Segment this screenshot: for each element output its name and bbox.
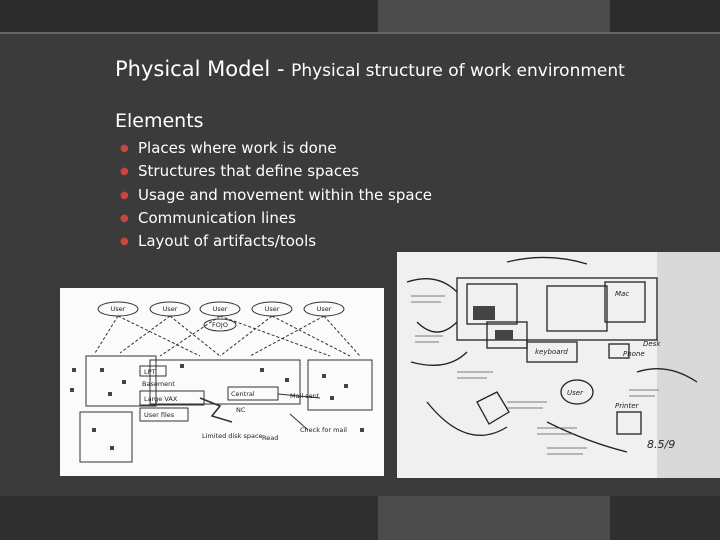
- list-item: [120, 184, 432, 207]
- user-files-label: User files: [144, 411, 175, 419]
- elements-heading: Elements: [115, 110, 204, 132]
- user-label: User: [212, 305, 228, 313]
- title-main: Physical Model -: [115, 57, 292, 81]
- room-bottom-left: [80, 412, 132, 462]
- bullet-icon: ●: [120, 189, 129, 201]
- top-band: [0, 0, 720, 32]
- user-label: User: [264, 305, 280, 313]
- fraction-label: 8.5/9: [647, 438, 676, 451]
- lightning-icon: [200, 398, 232, 422]
- bullet-icon: ●: [120, 236, 129, 248]
- mac-label: Mac: [615, 290, 630, 298]
- read-label: Read: [262, 434, 279, 442]
- physical-model-diagram-left: [60, 288, 384, 476]
- list-item: [120, 230, 432, 253]
- basement-label: Basement: [142, 380, 175, 388]
- physical-model-sketch-right: [397, 252, 720, 478]
- right-sketch-svg: [397, 252, 720, 478]
- user-label: User: [567, 389, 583, 397]
- list-item: [120, 137, 432, 160]
- list-item-label: Structures that define spaces: [138, 162, 360, 181]
- keyboard-label: keyboard: [535, 348, 568, 356]
- list-item-label: Layout of artifacts/tools: [138, 232, 317, 251]
- title-subtitle: Physical structure of work environment: [291, 61, 625, 81]
- slide-title: [115, 57, 715, 81]
- bottom-accent-block: [378, 496, 610, 540]
- user-label: User: [316, 305, 332, 313]
- bullet-icon: ●: [120, 143, 129, 154]
- bullet-icon: ●: [120, 212, 129, 224]
- room-right: [308, 360, 372, 410]
- left-sketch-svg: [60, 288, 384, 476]
- lpt-label: LPT: [144, 368, 156, 376]
- user-label: User: [110, 305, 126, 313]
- phone-label: Phone: [623, 350, 645, 358]
- central-label: Central: [231, 390, 255, 398]
- top-accent-block: [378, 0, 610, 32]
- top-divider: [0, 32, 720, 34]
- list-item: [120, 207, 432, 230]
- bottom-band: [0, 496, 720, 540]
- desk-label: Desk: [643, 340, 661, 348]
- list-item-label: Communication lines: [138, 208, 296, 227]
- list-item-label: Places where work is done: [138, 139, 337, 157]
- bullet-icon: ●: [120, 166, 129, 178]
- user-label: User: [162, 305, 178, 313]
- limited-disk-label: Limited disk space: [202, 432, 263, 440]
- elements-list: [120, 137, 432, 253]
- nc-label: NC: [236, 406, 246, 414]
- check-mail-label: Check for mail: [300, 426, 347, 434]
- printer-label: Printer: [615, 402, 639, 410]
- list-item: [120, 160, 432, 183]
- mail-sent-label: Mail sent: [290, 392, 320, 400]
- hub-label: FOJO: [212, 321, 228, 329]
- large-vax-label: Large VAX: [144, 395, 178, 403]
- list-item-label: Usage and movement within the space: [138, 185, 433, 204]
